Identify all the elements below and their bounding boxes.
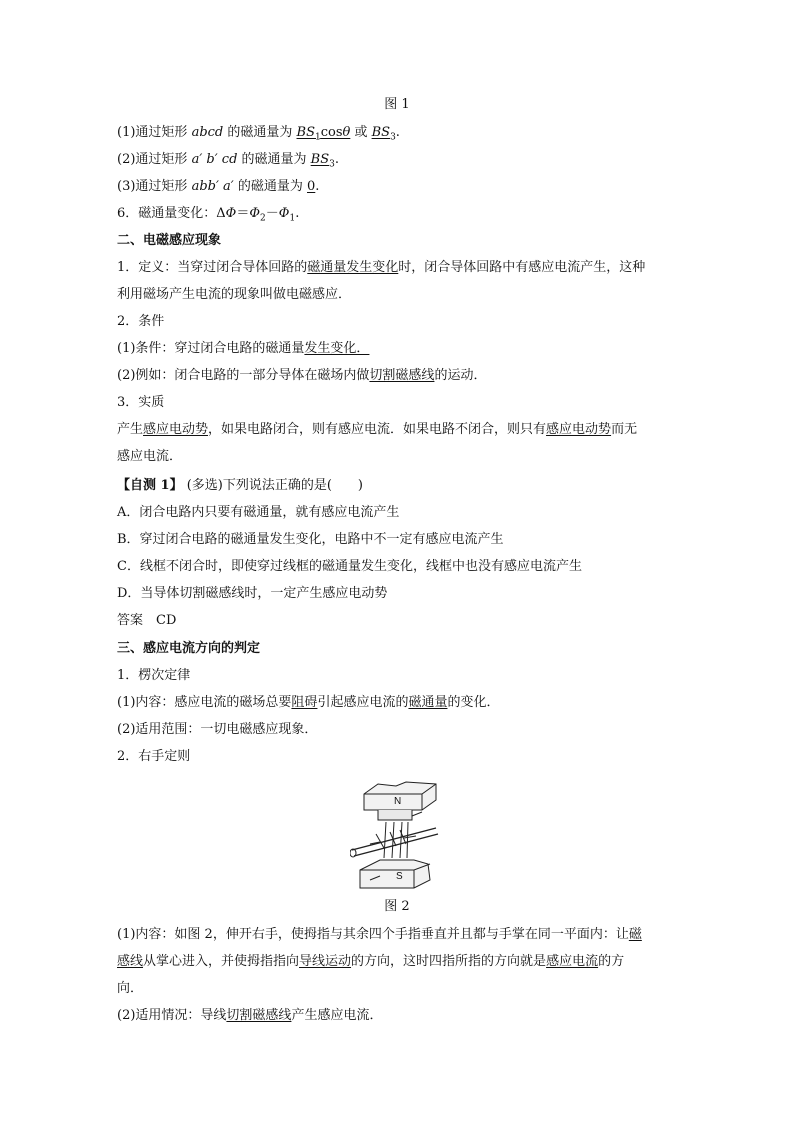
text: (1)通过矩形 [117,125,192,140]
underlined-term: 感线 [117,954,144,969]
lenz-line-1 [117,694,499,712]
text: (1)条件：穿过闭合电路的磁通量 [117,341,305,356]
text: . [395,125,400,140]
text: 1．定义：当穿过闭合导体回路的 [117,260,308,275]
sub: 2 [260,213,266,224]
text: (2)通过矩形 [117,152,192,167]
text: 的方 [598,954,625,969]
condition-line-2 [117,367,486,385]
right-hand-heading: 2．右手定则 [117,749,191,764]
underlined-term: 磁 [628,927,642,942]
text: － [265,206,279,221]
sub: 1 [314,132,321,143]
essence-line-1 [117,421,637,439]
condition-line-1 [117,340,369,358]
answer-bs3 [371,125,396,143]
right-hand-usage [117,1007,382,1025]
right-hand-line-1 [117,926,642,944]
sym: cos [320,125,343,140]
text: (1)内容：感应电流的磁场总要 [117,695,292,710]
lenz-heading: 1．楞次定律 [117,668,191,683]
text: (2)适用情况：导线 [117,1008,227,1023]
flux-line-1 [117,124,400,147]
option-b: B．穿过闭合电路的磁通量发生变化，电路中不一定有感应电流产生 [117,532,504,547]
essence-line-2: 感应电流． [117,449,183,464]
text: 的变化． [447,695,500,710]
answer-zero: 0 [307,179,316,194]
condition-heading: 2．条件 [117,314,165,329]
text: 引起感应电流的 [317,695,409,710]
flux-change-line [117,205,299,228]
text: 的方向，这时四指所指的方向就是 [351,954,547,969]
underlined-term: 磁通量发生变化 [307,260,399,275]
right-hand-line-3: 向． [117,981,144,996]
underlined-term: 磁通量 [408,695,448,710]
south-pole-label: S [396,871,403,882]
section-2-heading: 二、电磁感应现象 [117,233,222,248]
figure-2-magnet-diagram [350,776,444,896]
figure-1-caption: 图 1 [384,97,410,112]
option-c: C．线框不闭合时，即使穿过线框的磁通量发生变化，线框中也没有感应电流产生 [117,559,582,574]
option-a: A．闭合电路内只要有磁通量，就有感应电流产生 [117,505,400,520]
text: 时，闭合导体回路中有感应电流产生，这种 [398,260,646,275]
underlined-term: 感应电动势 [143,422,209,437]
text: . [295,206,300,221]
self-test-question [117,477,363,495]
sub: 3 [390,132,396,143]
text: 的磁通量为 [223,125,297,140]
section-3-heading: 三、感应电流方向的判定 [117,641,261,656]
text: 产生 [117,422,144,437]
sym: BS [296,125,315,140]
text: . [334,152,340,167]
sub: 3 [329,159,335,170]
text: 或 [350,125,372,140]
underlined-term: 切割磁感线 [226,1008,292,1023]
underlined-term: 导线运动 [299,954,352,969]
definition-line-2: 利用磁场产生电流的现象叫做电磁感应． [117,287,352,302]
text: (3)通过矩形 [117,179,192,194]
underlined-term: 阻碍 [291,695,318,710]
text: 6．磁通量变化：Δ [117,206,226,221]
var-abcd: abcd [191,125,224,140]
flux-line-2 [117,151,339,174]
text: 的磁通量为 [233,179,308,194]
lenz-line-2: (2)适用范围：一切电磁感应现象． [117,722,318,737]
text: 的运动． [434,368,487,383]
sym: Φ [249,206,261,221]
option-d: D．当导体切割磁感线时，一定产生感应电动势 [117,586,388,601]
text: 而无 [611,422,638,437]
var: a′ b′ cd [191,152,238,167]
var: abb′ a′ [191,179,234,194]
text: . [315,179,320,194]
answer: 答案 CD [117,613,177,628]
underlined-term: 感应电动势 [546,422,612,437]
text: 从掌心进入，并使拇指指向 [143,954,300,969]
underlined-term: 发生变化． [304,341,370,356]
answer-bs1cos [296,125,351,143]
text: ＝ [236,206,250,221]
sym: Φ [278,206,290,221]
text: ，如果电路闭合，则有感应电流．如果电路不闭合，则只有 [208,422,547,437]
text: (1)内容：如图 2，伸开右手，使拇指与其余四个手指垂直并且都与手掌在同一平面内：让 [117,927,629,942]
text: 的磁通量为 [237,152,311,167]
question-text: (多选)下列说法正确的是( ) [182,478,363,493]
sym: Φ [225,206,237,221]
figure-2-caption: 图 2 [384,899,410,914]
sym: BS [371,125,391,140]
essence-heading: 3．实质 [117,395,165,410]
right-hand-line-2 [117,953,624,971]
underlined-term: 切割磁感线 [369,368,435,383]
north-pole-label: N [394,796,402,807]
definition-line-1 [117,259,645,277]
underlined-term: 感应电流 [546,954,599,969]
text: (2)例如：闭合电路的一部分导体在磁场内做 [117,368,370,383]
sym: BS [310,152,330,167]
flux-line-3 [117,178,319,196]
self-test-tag: 【自测 1】 [117,478,183,493]
text: 产生感应电流． [291,1008,383,1023]
sub: 1 [289,213,296,224]
sym: θ [342,125,351,140]
answer-bs3 [310,152,335,170]
